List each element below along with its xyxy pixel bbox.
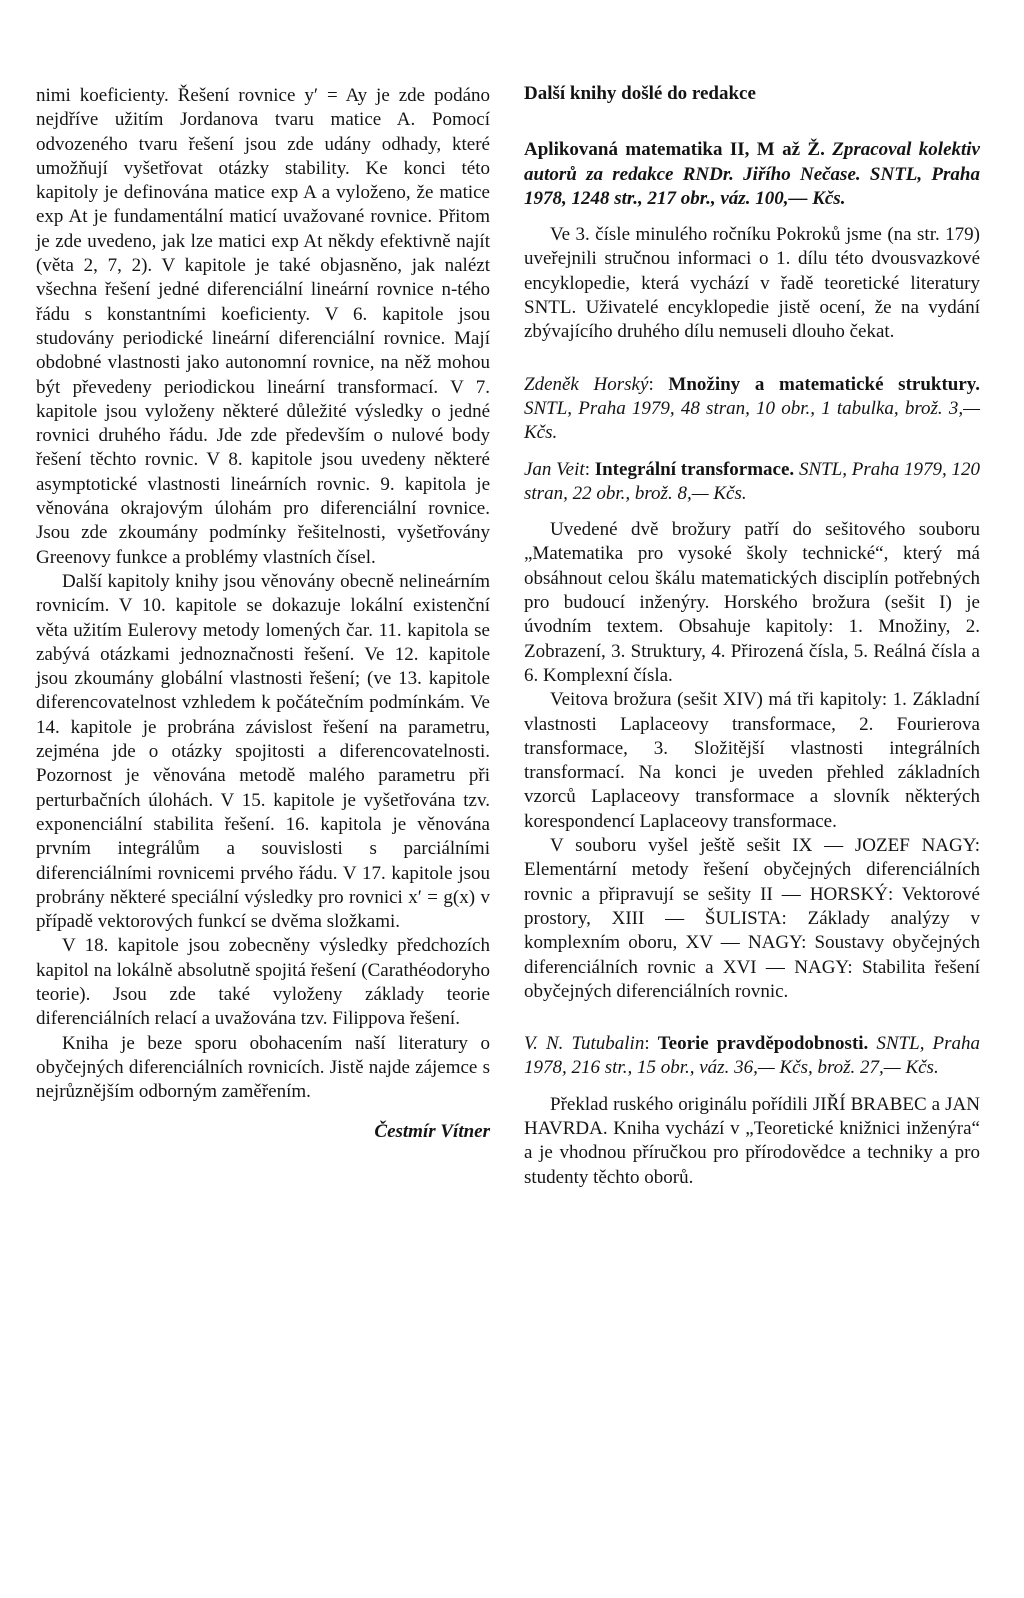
book-description-2: Uvedené dvě brožury patří do sešitového souboru „Matematika pro vysoké školy technické“, který má obsáhnout celou škálu matematických disciplín potřebných pro budoucí inženýry. Horského brožura (sešit I) je úvodním textem. Obsahuje kapitoly: 1. Množiny, 2. Zobrazení, 3. Struktury, 4. Přirozená čísla, 5. Reálná čísla a 6. Komplexní čísla. — [524, 519, 980, 686]
review-paragraph-3: V 18. kapitole jsou zobecněny výsledky předchozích kapitol na lokálně absolutně spojitá řešení (Carathéodoryho teorie). Jsou zde také vyloženy základy teorie diferenciálních relací a uvažována tzv. Filippova řešení. — [36, 935, 490, 1030]
book-description-5: Překlad ruského originálu pořídili JIŘÍ BRABEC a JAN HAVRDA. Kniha vychází v „Teoretické knižnici inženýra“ a je vhodnou příručkou pro přírodovědce a techniky a pro studenty těchto oborů. — [524, 1093, 980, 1188]
book-description-3: Veitova brožura (sešit XIV) má tři kapitoly: 1. Základní vlastnosti Laplaceovy transformace, 2. Fourierova transformace, 3. Složitější vlastnosti integrálních transformací. Na konci je uveden přehled základních vzorců Laplaceovy transformace a slovník některých korespondencí Laplaceovy transformace. — [524, 689, 980, 832]
book-title: Množiny a matematické struktury. — [668, 373, 980, 395]
book-entry-1 — [524, 138, 980, 211]
book-description-1: Ve 3. čísle minulého ročníku Pokroků jsme (na str. 179) uveřejnili stručnou informaci o 1. dílu této dvousvazkové encyklopedie, která vychází v řadě teoretické literatury SNTL. Uživatelé encyklopedie jistě ocení, že na vydání zbývajícího druhého dílu nemuseli dlouho čekat. — [524, 224, 980, 343]
book-details: SNTL, Praha 1979, 120 stran, 22 obr., brož. 8,— Kčs. — [524, 458, 980, 504]
book-author: Jan Veit — [524, 458, 585, 480]
book-author: V. N. Tutubalin — [524, 1033, 645, 1055]
book-title: Integrální transformace. — [594, 458, 795, 480]
book-details: Zpracoval kolektiv autorů za redakce RNDr. Jiřího Nečase. SNTL, Praha 1978, 1248 str., 217 obr., váz. 100,— Kčs. — [524, 139, 980, 209]
book-entry-4: V. N. Tutubalin: Teorie pravděpodobnosti. SNTL, Praha 1978, 216 str., 15 obr., váz. 36,— Kčs, brož. 27,— Kčs. — [524, 1033, 981, 1079]
book-author: Zdeněk Horský — [524, 373, 649, 395]
book-title: Teorie pravděpodobnosti. — [657, 1033, 869, 1055]
book-description-4: V souboru vyšel ještě sešit IX — JOZEF NAGY: Elementární metody řešení obyčejných diferenciálních rovnic a připravují se sešity II — HORSKÝ: Vektorové prostory, XIII — ŠULISTA: Základy analýzy v komplexním oboru, XV — NAGY: Soustavy obyčejných diferenciálních rovnic a XVI — NAGY: Stabilita řešení obyčejných diferenciálních rovnic. — [524, 835, 980, 1002]
review-paragraph-2: Další kapitoly knihy jsou věnovány obecně nelineárním rovnicím. V 10. kapitole se dokazuje lokální existenční věta užitím Eulerovy metody lomených čar. 11. kapitola se zabývá otázkami jednoznačnosti řešení. Ve 12. kapitole jsou zkoumány globální vlastnosti řešení; (ve 13. kapitole diferencovatelnost vzhledem k počátečním podmínkám. Ve 14. kapitole je probrána závislost řešení na parametru, zejména jde o otázky spojitosti a diferencovatelnosti. Pozornost je věnována metodě malého parametru při perturbačních úlohách. V 15. kapitole je vyšetřována tzv. exponenciální stabilita řešení. 16. kapitola je věnována prvním integrálům a souvislosti s parciálními diferenciálními rovnicemi prvého řádu. V 17. kapitole jsou probrány některé speciální výsledky pro rovnici x′ = g(x) v případě vektorových funkcí se dvěma složkami. — [36, 570, 490, 933]
section-title: Další knihy došlé do redakce — [524, 83, 756, 104]
book-title: Aplikovaná matematika II, M až Ž. — [524, 139, 825, 161]
left-column — [36, 84, 490, 1145]
book-details: SNTL, Praha 1978, 216 str., 15 obr., váz. 36,— Kčs, brož. 27,— Kčs. — [524, 1033, 981, 1079]
book-entry-3: Jan Veit: Integrální transformace. SNTL, Praha 1979, 120 stran, 22 obr., brož. 8,— Kčs. — [524, 458, 980, 504]
book-details: SNTL, Praha 1979, 48 stran, 10 obr., 1 tabulka, brož. 3,— Kčs. — [524, 397, 980, 444]
book-entry-2: Zdeněk Horský: Množiny a matematické struktury. SNTL, Praha 1979, 48 stran, 10 obr., 1 tabulka, brož. 3,— Kčs. — [524, 373, 980, 444]
reviewer-signature: Čestmír Vítner — [374, 1121, 490, 1143]
review-paragraph-1: nimi koeficienty. Řešení rovnice y′ = Ay je zde podáno nejdříve užitím Jordanova tvaru matice A. Pomocí odvozeného tvaru řešení jsou zde udány odhady, které umožňují vyšetřovat otázky stability. Ke konci této kapitoly je definována matice exp A a vyloženo, že matice exp At je fundamentální maticí uvažované rovnice. Přitom je zde uvedeno, jak lze matici exp At někdy efektivně najít (věta 2, 7, 2). V kapitole je také objasněno, jak nalézt všechna řešení jedné diferenciální lineární rovnice n-tého řádu s konstantními koeficienty. V 6. kapitole jsou studovány periodické lineární diferenciální rovnice. Mají obdobné vlastnosti jako autonomní rovnice, na něž mohou být převedeny periodickou lineární transformací. V 7. kapitole jsou vyloženy některé důležité výsledky o jedné rovnici druhého řádu. Jde zde především o nulové body řešení těchto rovnic. V 8. kapitole jsou uvedeny některé asymptotické vlastnosti lineárních rovnic. 9. kapitola je věnována okrajovým úlohám pro diferenciální rovnice. Jsou zde zkoumány podmínky řešitelnosti, vyšetřovány Greenovy funkce a problémy vlastních čísel. — [36, 85, 490, 568]
right-column — [524, 84, 980, 1190]
review-paragraph-4: Kniha je beze sporu obohacením naší literatury o obyčejných diferenciálních rovnicích. Jistě najde zájemce s nejrůznějším odborným zaměřením. — [36, 1032, 490, 1103]
